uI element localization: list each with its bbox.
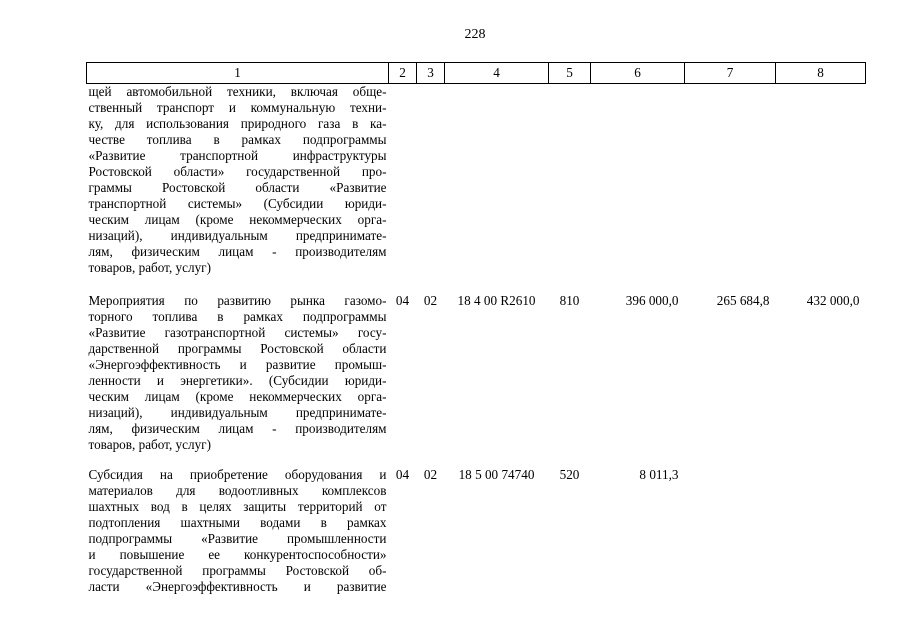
- header-col-6: 6: [591, 63, 685, 84]
- description-line: шахтных вод в целях защиты территорий от: [88, 499, 387, 514]
- description-line: ческим лицам (кроме некоммерческих орга-: [88, 212, 387, 227]
- expense-type-code: [549, 84, 591, 290]
- description-line: ленности и энергетики». (Субсидии юриди-: [88, 373, 387, 388]
- amount-col-7: [685, 463, 776, 595]
- header-col-5: 5: [549, 63, 591, 84]
- description-line: щей автомобильной техники, включая обще-: [88, 84, 387, 99]
- header-col-2: 2: [389, 63, 417, 84]
- header-col-7: 7: [685, 63, 776, 84]
- description-line: государственной программы Ростовской об-: [88, 563, 387, 578]
- description-line: ческим лицам (кроме некоммерческих орга-: [88, 389, 387, 404]
- description-line: лям, физическим лицам - производителям: [88, 244, 387, 259]
- amount-col-8: [776, 84, 866, 290]
- description-line: дарственной программы Ростовской области: [88, 341, 387, 356]
- header-col-1: 1: [87, 63, 389, 84]
- description-line: низаций), индивидуальным предпринимате-: [88, 228, 387, 243]
- section-code: 04: [395, 293, 410, 308]
- description-line: Мероприятия по развитию рынка газомо-: [88, 293, 387, 308]
- section-code: 04: [395, 467, 410, 482]
- description-line: низаций), индивидуальным предпринимате-: [88, 405, 387, 420]
- row-description: [87, 289, 389, 463]
- description-line: подтопления шахтными водами в рамках: [88, 515, 387, 530]
- page-number: 228: [464, 27, 486, 42]
- amount-col-7: 265 684,8: [716, 293, 770, 308]
- amount-col-6: [591, 84, 685, 290]
- description-line: Ростовской области» государственной про-: [88, 164, 387, 179]
- description-line: материалов для водоотливных комплексов: [88, 483, 387, 498]
- description-line: транспортной системы» (Субсидии юриди-: [88, 196, 387, 211]
- amount-col-6: 396 000,0: [625, 293, 679, 308]
- subsection-code: [417, 84, 445, 290]
- target-article-code: [445, 84, 549, 290]
- table-row: [87, 289, 866, 463]
- description-line: торного топлива в рамках подпрограммы: [88, 309, 387, 324]
- budget-table: [86, 62, 866, 595]
- description-line: «Развитие транспортной инфраструктуры: [88, 148, 387, 163]
- description-line: ласти «Энергоэффективность и развитие: [88, 579, 387, 594]
- expense-type-code: 520: [559, 467, 580, 482]
- amount-col-7: [685, 84, 776, 290]
- description-line: Субсидия на приобретение оборудования и: [88, 467, 387, 482]
- description-line: товаров, работ, услуг): [88, 437, 211, 452]
- description-line: граммы Ростовской области «Развитие: [88, 180, 387, 195]
- header-col-8: 8: [776, 63, 866, 84]
- subsection-code: 02: [423, 467, 438, 482]
- description-line: «Энергоэффективность и развитие промыш-: [88, 357, 387, 372]
- target-article-code: 18 5 00 74740: [458, 467, 535, 482]
- amount-col-6: 8 011,3: [639, 467, 679, 482]
- header-col-3: 3: [417, 63, 445, 84]
- description-line: и повышение ее конкурентоспособности»: [88, 547, 387, 562]
- description-line: «Развитие газотранспортной системы» госу-: [88, 325, 387, 340]
- row-description: [87, 84, 389, 290]
- row-description: [87, 463, 389, 595]
- target-article-code: 18 4 00 R2610: [457, 293, 536, 308]
- table-row: [87, 84, 866, 290]
- expense-type-code: 810: [559, 293, 580, 308]
- amount-col-8: [776, 463, 866, 595]
- description-line: подпрограммы «Развитие промышленности: [88, 531, 387, 546]
- table-row: [87, 463, 866, 595]
- amount-col-8: 432 000,0: [806, 293, 860, 308]
- subsection-code: 02: [423, 293, 438, 308]
- table-body: [87, 84, 866, 596]
- description-line: товаров, работ, услуг): [88, 260, 211, 275]
- header-row: [87, 63, 866, 84]
- header-col-4: 4: [445, 63, 549, 84]
- description-line: ку, для использования природного газа в ка-: [88, 116, 387, 131]
- description-line: честве топлива в рамках подпрограммы: [88, 132, 387, 147]
- description-line: ственный транспорт и коммунальную техни-: [88, 100, 387, 115]
- description-line: лям, физическим лицам - производителям: [88, 421, 387, 436]
- table-header: [87, 63, 866, 84]
- section-code: [389, 84, 417, 290]
